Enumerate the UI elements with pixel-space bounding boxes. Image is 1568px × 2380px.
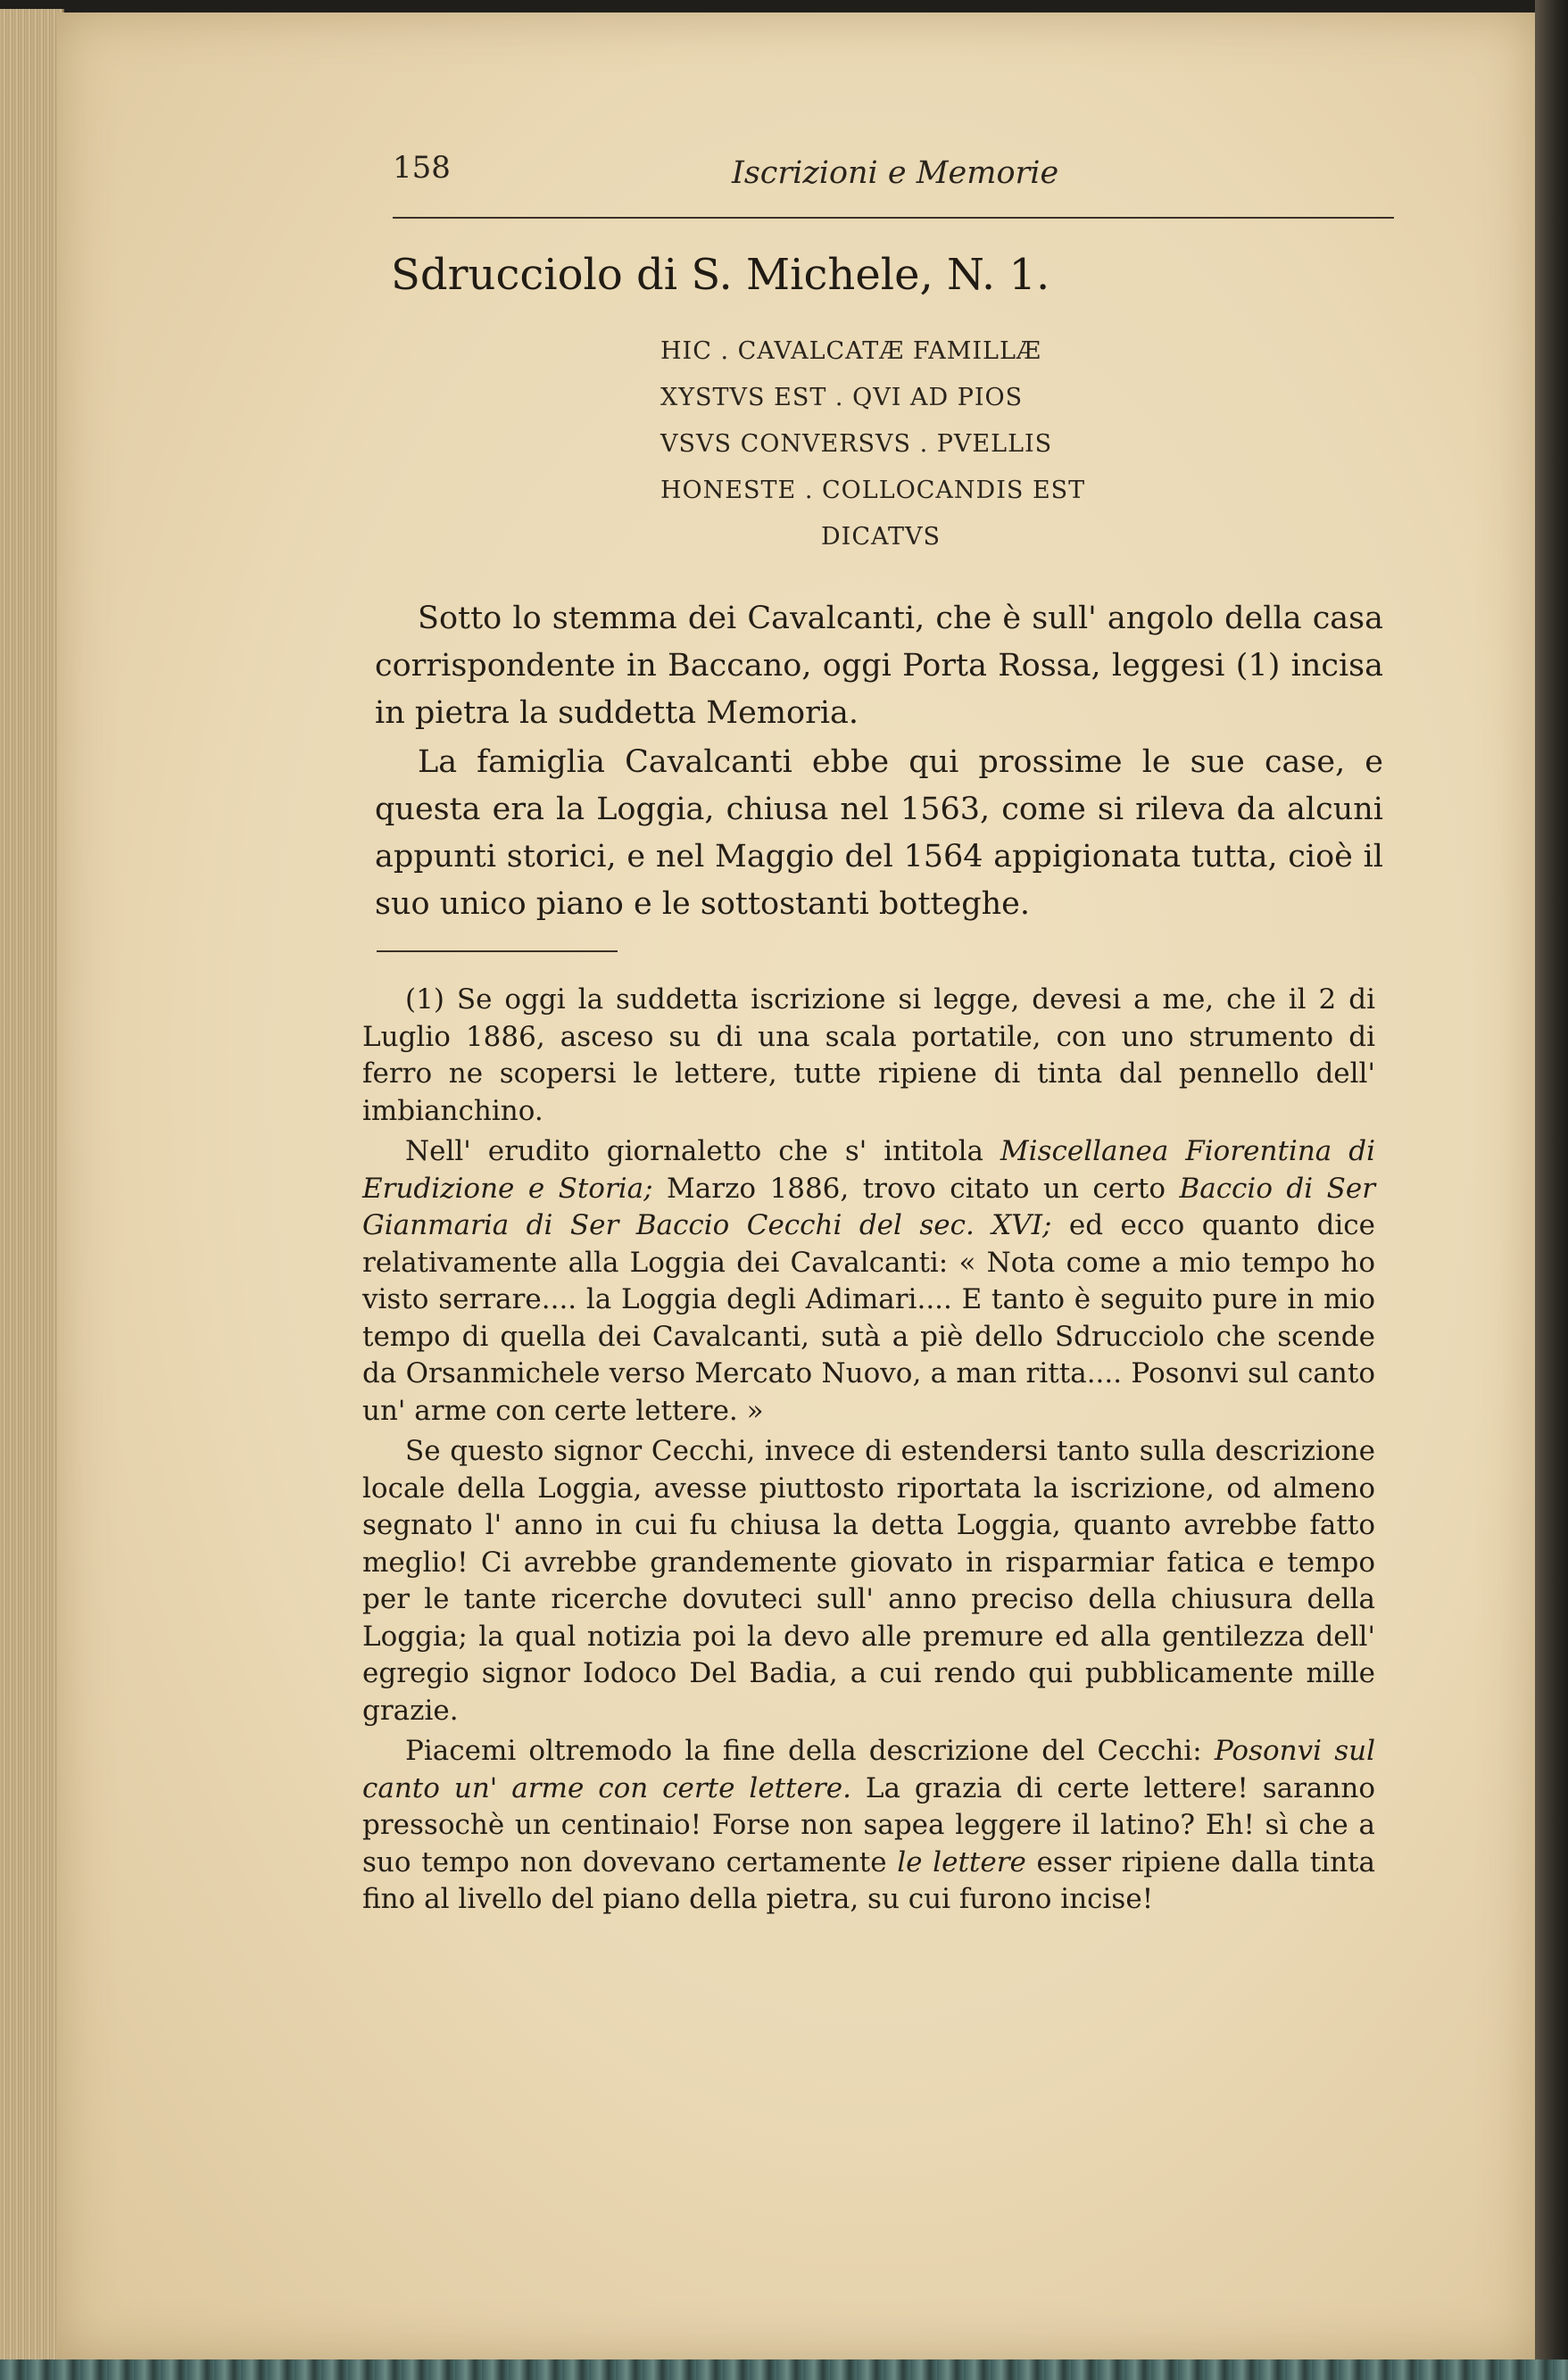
paragraph-text: La famiglia Cavalcanti ebbe qui prossime le sue case, e questa era la Loggia, chiusa nel 1563, come si rileva da alcuni appunti storici, e nel Maggio del 1564 appigionata tutta, cioè il suo unico piano e le sottostanti botteghe. — [375, 744, 1383, 922]
page-number: 158 — [393, 150, 451, 186]
footnote-paragraph-2 — [362, 1133, 1375, 1430]
footnote-paragraph-4 — [362, 1733, 1375, 1919]
note-text: Nell' erudito giornaletto che s' intitola — [405, 1135, 1000, 1167]
note-text: Piacemi oltremodo la fine della descrizione del Cecchi: — [405, 1735, 1215, 1767]
inscription-line: HIC . CAVALCATÆ FAMILLÆ — [660, 337, 1041, 365]
note-text: ed ecco quanto dice relativamente alla Loggia dei Cavalcanti: « Nota come a mio tempo ho visto serrare.... la Loggia degli Adimari.... E tanto è seguito pure in mio tempo di quella dei Cavalcanti, sutà a piè dello Sdrucciolo che scende da Orsanmichele verso Mercato Nuovo, a man ritta.... Posonvi sul canto un' arme con certe lettere. » — [362, 1209, 1375, 1427]
header-rule — [393, 217, 1394, 219]
inscription-line: HONESTE . COLLOCANDIS EST — [660, 477, 1086, 504]
inscription-line: VSVS CONVERSVS . PVELLIS — [660, 430, 1053, 458]
emphasis: le lettere — [897, 1845, 1026, 1878]
paragraph-text: Sotto lo stemma dei Cavalcanti, che è sull' angolo della casa corrispondente in Baccano, oggi Porta Rossa, leggesi (1) incisa in pietra la suddetta Memoria. — [375, 601, 1383, 731]
note-text: La grazia di certe lettere! saranno pressochè un centinaio! Forse non sapea leggere il latino? Eh! sì che a suo tempo non dovevano certamente — [362, 1771, 1375, 1878]
latin-inscription — [660, 328, 1160, 560]
book-page-edges — [0, 9, 64, 2365]
note-text: esser ripiene dalla tinta fino al livello del piano della pietra, su cui furono incise! — [362, 1845, 1376, 1915]
body-paragraph-1 — [375, 595, 1383, 737]
body-paragraph-2 — [375, 739, 1383, 928]
inscription-line: XYSTVS EST . QVI AD PIOS — [660, 384, 1024, 411]
note-text: Marzo 1886, trovo citato un certo — [652, 1172, 1180, 1205]
marbled-cover-edge — [0, 2359, 1568, 2380]
inscription-line: DICATVS — [821, 523, 941, 551]
running-title: Iscrizioni e Memorie — [732, 155, 1059, 191]
author-name: Baccio di Ser Gianmaria di Ser Baccio Cecchi del sec. XVI; — [362, 1172, 1376, 1241]
journal-title: Miscellanea Fiorentina di Erudizione e Storia; — [362, 1135, 1375, 1205]
book-spine-shadow — [1535, 0, 1568, 2380]
quote: Posonvi sul canto un' arme con certe lettere. — [362, 1735, 1376, 1804]
footnote-rule — [377, 950, 618, 952]
running-header — [393, 150, 1392, 196]
footnotes — [362, 982, 1375, 1919]
footnote-1: (1) Se oggi la suddetta iscrizione si legge, devesi a me, che il 2 di Luglio 1886, asceso su di una scala portatile, con uno strumento di ferro ne scopersi le lettere, tutte ripiene di tinta dal pennello dell' imbianchino. — [362, 983, 1375, 1127]
section-heading: Sdrucciolo di S. Michele, N. 1. — [391, 250, 1050, 300]
footnote-paragraph-3: Se questo signor Cecchi, invece di estendersi tanto sulla descrizione locale della Loggia, avesse piuttosto riportata la iscrizione, od almeno segnato l' anno in cui fu chiusa la detta Loggia, quanto avrebbe fatto meglio! Ci avrebbe grandemente giovato in risparmiar fatica e tempo per le tante ricerche dovuteci sull' anno preciso della chiusura della Loggia; la qual notizia poi la devo alle premure ed alla gentilezza dell' egregio signor Iodoco Del Badia, a cui rendo qui pubblicamente mille grazie. — [362, 1435, 1375, 1727]
